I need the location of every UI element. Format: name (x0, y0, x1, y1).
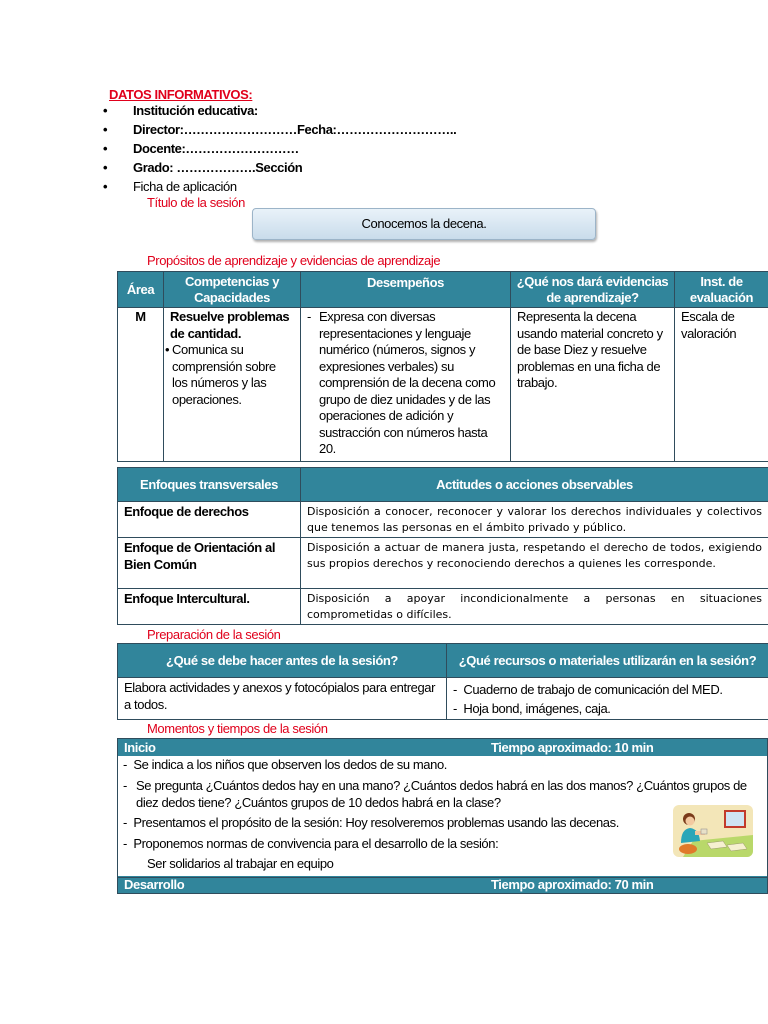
info-institucion: Institución educativa: (133, 103, 258, 118)
enfoque-name: Enfoque de Orientación al Bien Común (118, 538, 301, 589)
info-item: • Docente:……………………… (103, 141, 299, 156)
recurso-item: - Cuaderno de trabajo de comunicación del MED. (453, 682, 723, 697)
col-recursos: ¿Qué recursos o materiales utilizarán en la sesión? (447, 644, 768, 678)
capacidad-text: Comunica su comprensión sobre los números y las operaciones. (172, 342, 276, 407)
inicio-item-text: Se pregunta ¿Cuántos dedos hay en una mano? ¿Cuántos dedos habrá en las dos manos? ¿Cuántos grupos de diez dedos tiene? ¿Cuántos grupos de 10 dedos habrá en la clase? (136, 778, 747, 810)
enfoque-name: Enfoque de derechos (118, 502, 301, 538)
col-desempenos: Desempeños (301, 272, 511, 308)
enfoque-name: Enfoque Intercultural. (118, 589, 301, 625)
col-evidencias: ¿Qué nos dará evidencias de aprendizaje? (511, 272, 675, 308)
inicio-item-text: Se indica a los niños que observen los dedos de su mano. (133, 757, 448, 772)
inicio-item: - Se pregunta ¿Cuántos dedos hay en una mano? ¿Cuántos dedos habrá en las dos manos? ¿Cuántos grupos de diez dedos tiene? ¿Cuántos grupos de 10 dedos habrá en la clase? (123, 778, 747, 810)
recurso-item: - Hoja bond, imágenes, caja. (453, 701, 611, 716)
col-competencias: Competencias y Capacidades (164, 272, 301, 308)
info-grado: Grado: ……………….Sección (133, 160, 303, 175)
competencias-cell (164, 308, 301, 462)
col-actitudes: Actitudes o acciones observables (301, 468, 768, 502)
capacidad-item: • Comunica su comprensión sobre los números y las operaciones. (165, 342, 276, 407)
info-item: • Director:………………………Fecha:……………………….. (103, 122, 457, 137)
recurso-text: Hoja bond, imágenes, caja. (463, 701, 611, 716)
col-area: Área (118, 272, 164, 308)
inicio-item: - Se indica a los niños que observen los dedos de su mano. (123, 757, 448, 772)
inicio-tiempo: Tiempo aproximado: 10 min (491, 740, 654, 755)
recursos-cell (447, 678, 768, 720)
evidencia-cell: Representa la decena usando material concreto y de base Diez y resuelve problemas en una ficha de trabajo. (511, 308, 675, 462)
teacher-illustration (673, 805, 753, 857)
info-director: Director:………………………Fecha:……………………….. (133, 122, 457, 137)
enfoques-table (117, 467, 768, 625)
info-item: • Institución educativa: (103, 103, 258, 118)
area-cell: M (118, 308, 164, 462)
norma-text: Ser solidarios al trabajar en equipo (147, 856, 334, 871)
info-ficha: Ficha de aplicación (133, 179, 237, 194)
antes-cell: Elabora actividades y anexos y fotocópialos para entregar a todos. (118, 678, 447, 720)
desempeno-text: Expresa con diversas representaciones y lenguaje numérico (números, signos y expresiones verbales) su comprensión de la decena como grupo de diez unidades y de las operaciones de adición y sustracción con números hasta 20. (319, 309, 496, 456)
info-item: • Ficha de aplicación (103, 179, 237, 194)
recurso-text: Cuaderno de trabajo de comunicación del MED. (463, 682, 723, 697)
inicio-label: Inicio (124, 740, 156, 755)
preparacion-heading: Preparación de la sesión (147, 627, 281, 642)
inicio-item: - Presentamos el propósito de la sesión: Hoy resolveremos problemas usando las decenas. (123, 815, 619, 830)
col-enfoques: Enfoques transversales (118, 468, 301, 502)
inicio-item-text: Presentamos el propósito de la sesión: Hoy resolveremos problemas usando las decenas. (133, 815, 619, 830)
inicio-header (118, 739, 767, 756)
desempenos-cell: - Expresa con diversas representaciones y lenguaje numérico (números, signos y expresiones verbales) su comprensión de la decena como grupo de diez unidades y de las operaciones de adición y sustracción con números hasta 20. (301, 308, 511, 462)
inicio-item-text: Proponemos normas de convivencia para el desarrollo de la sesión: (133, 836, 499, 851)
preparacion-table (117, 643, 768, 720)
enfoque-text: Disposición a conocer, reconocer y valorar los derechos individuales y colectivos que tenemos las personas en el ámbito privado y público. (301, 502, 768, 538)
instrumento-cell: Escala de valoración (675, 308, 768, 462)
propositos-heading: Propósitos de aprendizaje y evidencias de aprendizaje (147, 253, 441, 268)
col-instrumento: Inst. de evaluación (675, 272, 768, 308)
teacher-illustration-icon (673, 805, 753, 857)
divider (118, 877, 767, 878)
momentos-heading: Momentos y tiempos de la sesión (147, 721, 328, 736)
enfoque-text: Disposición a actuar de manera justa, respetando el derecho de todos, exigiendo sus propios derechos y reconociendo derechos a quienes les corresponde. (301, 538, 768, 589)
desarrollo-header (118, 876, 767, 893)
info-docente: Docente:……………………… (133, 141, 299, 156)
desarrollo-label: Desarrollo (124, 877, 185, 892)
col-antes: ¿Qué se debe hacer antes de la sesión? (118, 644, 447, 678)
enfoque-text: Disposición a apoyar incondicionalmente a personas en situaciones comprometidas o difíciles. (301, 589, 768, 625)
competencia-text: Resuelve problemas de cantidad. (170, 309, 290, 341)
datos-heading: DATOS INFORMATIVOS: (109, 87, 253, 102)
inicio-item: - Proponemos normas de convivencia para el desarrollo de la sesión: (123, 836, 499, 851)
titulo-label: Título de la sesión (147, 195, 245, 210)
session-title-box: Conocemos la decena. (252, 208, 596, 240)
desarrollo-tiempo: Tiempo aproximado: 70 min (491, 877, 654, 892)
info-item: • Grado: ……………….Sección (103, 160, 303, 175)
info-list (103, 101, 456, 196)
propositos-table (117, 271, 768, 462)
